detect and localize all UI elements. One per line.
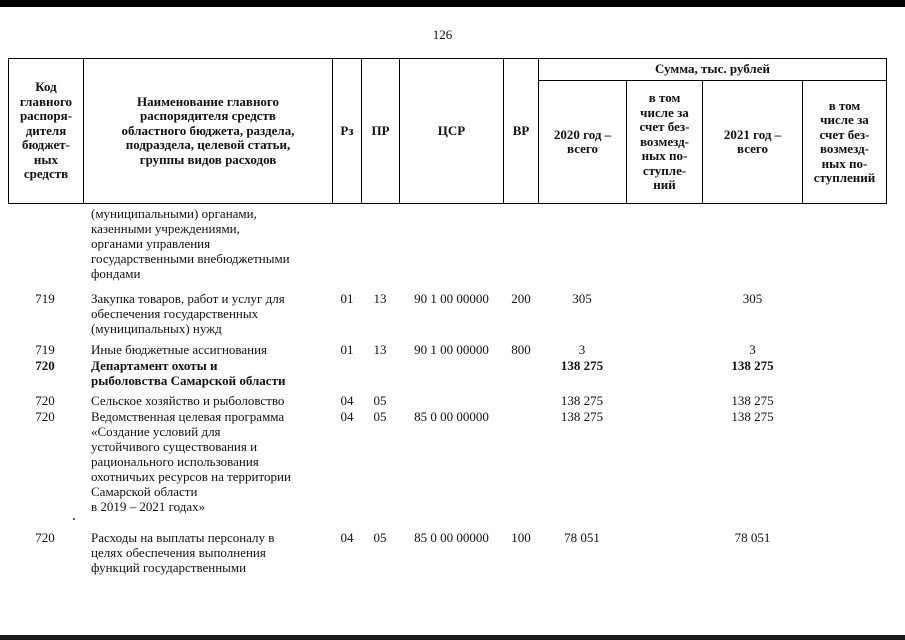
page-number: 126 [432, 27, 453, 42]
header-rz: Рз [332, 58, 362, 204]
row-5-name: Ведомственная целевая программа «Создание условий для устойчивого существования и рационального использования охотничьих ресурсов на территории Самарской области в 2019 – 2021 годах» [91, 409, 291, 514]
header-vr: ВР [503, 58, 539, 204]
header-csr: ЦСР [399, 58, 504, 204]
row-5-rz: 04 [340, 409, 354, 424]
header-sum: Сумма, тыс. рублей [538, 58, 887, 81]
row-2-name: Иные бюджетные ассигнования [91, 342, 268, 357]
row-1-csr: 90 1 00 00000 [414, 291, 489, 306]
row-3-code: 720 [35, 358, 55, 373]
row-1-rz: 01 [340, 291, 354, 306]
row-6-pr: 05 [373, 530, 387, 545]
row-2-code: 719 [35, 342, 55, 357]
row-2-pr: 13 [373, 342, 387, 357]
row-6-csr: 85 0 00 00000 [414, 530, 489, 545]
header-2021-free: в том числе за счет без- возмезд- ных по- ступлений [802, 80, 887, 204]
row-1-pr: 13 [373, 291, 387, 306]
row-6-sum-2020: 78 051 [564, 530, 600, 545]
header-2021-total: 2021 год – всего [702, 80, 803, 204]
row-6-sum-2021: 78 051 [734, 530, 771, 545]
row-2-vr: 800 [511, 342, 531, 357]
header-2020-free: в том числе за счет без- возмезд- ных по- ступле- ний [626, 80, 703, 204]
row-1-sum-2020: 305 [572, 291, 592, 306]
row-5-sum-2020: 138 275 [560, 409, 604, 424]
row-4-rz: 04 [340, 393, 354, 408]
row-1-code: 719 [35, 291, 55, 306]
row-2-csr: 90 1 00 00000 [414, 342, 489, 357]
row-1-sum-2021: 305 [742, 291, 763, 306]
header-2020-total: 2020 год – всего [538, 80, 627, 204]
row-2-sum-2020: 3 [578, 342, 586, 357]
row-5-code: 720 [35, 409, 55, 424]
header-pr: ПР [361, 58, 400, 204]
row-5-csr: 85 0 00 00000 [414, 409, 489, 424]
row-6-vr: 100 [511, 530, 531, 545]
scan-speck [73, 518, 75, 520]
row-5-sum-2021: 138 275 [731, 409, 774, 424]
row-5-pr: 05 [373, 409, 387, 424]
row-3-sum-2021: 138 275 [731, 358, 774, 373]
header-name: Наименование главного распорядителя средств областного бюджета, раздела, подраздела, целевой статьи, группы видов расходов [83, 58, 333, 204]
row-6-code: 720 [35, 530, 55, 545]
row-4-pr: 05 [373, 393, 387, 408]
row-4-name: Сельское хозяйство и рыболовство [91, 393, 285, 408]
header-code: Код главного распоря- дителя бюджет- ных средств [8, 58, 84, 204]
row-1-name: Закупка товаров, работ и услуг для обеспечения государственных (муниципальных) нужд [91, 291, 285, 336]
row-1-vr: 200 [511, 291, 531, 306]
top-border [0, 0, 905, 7]
row-4-code: 720 [35, 393, 55, 408]
row-3-sum-2020: 138 275 [560, 358, 604, 373]
row-2-rz: 01 [340, 342, 354, 357]
row-6-rz: 04 [340, 530, 354, 545]
row-3-name: Департамент охоты и рыболовства Самарской области [91, 358, 286, 388]
row-2-sum-2021: 3 [749, 342, 756, 357]
row-6-name: Расходы на выплаты персоналу в целях обеспечения выполнения функций государственными [91, 530, 275, 575]
row-4-sum-2020: 138 275 [560, 393, 604, 408]
row-0-name: (муниципальными) органами, казенными учреждениями, органами управления государственными внебюджетными фондами [91, 206, 290, 281]
row-4-sum-2021: 138 275 [731, 393, 774, 408]
bottom-border [0, 635, 905, 640]
